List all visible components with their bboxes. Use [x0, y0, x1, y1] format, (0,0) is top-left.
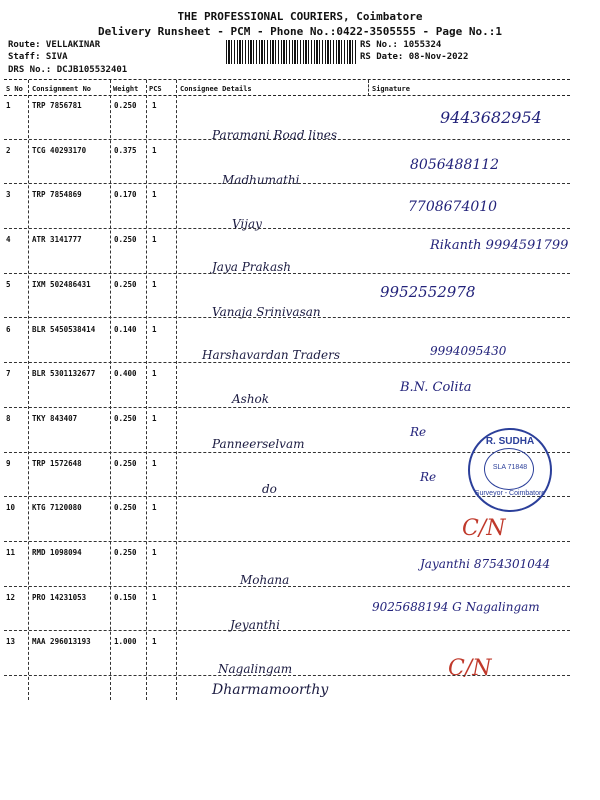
table-row	[4, 277, 570, 322]
row-consignee-handwritten: Madhumathi	[222, 172, 300, 187]
company-title: THE PROFESSIONAL COURIERS, Coimbatore	[177, 10, 423, 23]
row-divider	[4, 630, 570, 631]
row-divider	[4, 675, 570, 676]
row-divider	[4, 273, 570, 274]
surveyor-stamp	[468, 428, 552, 512]
table-row	[4, 500, 570, 545]
row-weight: 0.250	[114, 279, 137, 289]
row-sno: 7	[6, 369, 11, 379]
row-pcs: 1	[152, 101, 157, 110]
col-weight: Weight	[113, 85, 139, 93]
col-signature: Signature	[372, 85, 410, 93]
row-divider	[4, 407, 570, 408]
row-consignment: TCG 40293170	[32, 145, 87, 155]
row-sno: 9	[6, 458, 11, 468]
row-weight: 0.250	[114, 548, 137, 557]
row-consignment: BLR 5301132677	[32, 369, 96, 379]
row-consignment: TKY 843407	[32, 413, 78, 423]
row-signature: 9025688194 G Nagalingam	[372, 599, 540, 614]
row-consignment: PRO 14231053	[32, 592, 87, 602]
rs-number: RS No.: 1055324	[360, 40, 442, 50]
row-pcs: 1	[152, 548, 157, 557]
row-consignee-handwritten: Paramani Road lines	[212, 128, 338, 142]
row-signature: C/N	[462, 516, 506, 542]
row-divider	[4, 362, 570, 363]
row-pcs: 1	[152, 145, 157, 155]
row-sno: 13	[6, 637, 16, 647]
row-consignment: TRP 7854869	[32, 190, 82, 200]
barcode-image	[226, 40, 356, 64]
row-sno: 8	[6, 413, 11, 423]
row-pcs: 1	[152, 279, 157, 289]
row-signature: Rikanth 9994591799	[430, 238, 569, 254]
row-consignment: ATR 3141777	[32, 235, 82, 245]
row-signature: Re	[420, 469, 437, 484]
table-row	[4, 634, 570, 682]
row-weight: 0.250	[114, 235, 137, 245]
row-signature: Jayanthi 8754301044	[420, 557, 551, 571]
row-weight: 0.170	[114, 190, 137, 200]
row-consignment: TRP 1572648	[32, 458, 82, 468]
row-consignment: RMD 1098094	[32, 548, 82, 557]
table-row	[4, 187, 570, 232]
row-weight: 0.250	[114, 458, 137, 468]
row-weight: 0.250	[114, 101, 137, 110]
row-consignee-handwritten: Jeyanthi	[230, 617, 280, 632]
row-signature: 9994095430	[430, 343, 507, 358]
row-pcs: 1	[152, 369, 157, 379]
row-weight: 1.000	[114, 637, 137, 647]
stamp-title: Surveyor - Coimbatore	[474, 490, 546, 497]
row-signature: 8056488112	[410, 156, 500, 173]
col-consignee: Consignee Details	[180, 85, 252, 93]
row-pcs: 1	[152, 458, 157, 468]
row-consignee-handwritten: Mohana	[240, 573, 290, 587]
header-bottom-rule	[4, 95, 570, 96]
row-pcs: 1	[152, 637, 157, 647]
header-top-rule	[4, 79, 570, 80]
runsheet-subtitle: Delivery Runsheet - PCM - Phone No.:0422-3505555 - Page No.:1	[98, 25, 502, 38]
row-divider	[4, 183, 570, 184]
drs-number: DRS No.: DCJB105532401	[8, 65, 128, 75]
row-sno: 6	[6, 324, 11, 334]
route-label: Route: VELLAKINAR	[8, 40, 101, 50]
row-sno: 11	[6, 548, 16, 557]
row-signature: 9443682954	[440, 108, 542, 127]
row-weight: 0.375	[114, 145, 137, 155]
row-weight: 0.250	[114, 413, 137, 423]
table-row	[4, 232, 570, 277]
rs-date: RS Date: 08-Nov-2022	[360, 52, 469, 62]
row-signature: 7708674010	[408, 199, 498, 216]
row-consignee-handwritten: Nagalingam	[218, 662, 293, 677]
row-consignment: MAA 296013193	[32, 637, 91, 647]
row-sno: 4	[6, 235, 11, 245]
row-pcs: 1	[152, 235, 157, 245]
row-signature: B.N. Colita	[400, 380, 472, 396]
row-sno: 1	[6, 101, 11, 110]
row-consignment: TRP 7856781	[32, 101, 82, 110]
table-row	[4, 98, 570, 143]
row-pcs: 1	[152, 592, 157, 602]
table-row	[4, 366, 570, 411]
row-pcs: 1	[152, 324, 157, 334]
row-consignee-handwritten: Panneerselvam	[212, 436, 305, 451]
row-signature: C/N	[448, 656, 492, 682]
row-weight: 0.150	[114, 592, 137, 602]
row-divider	[4, 139, 570, 140]
row-signature: Re	[410, 424, 427, 439]
row-pcs: 1	[152, 503, 157, 513]
table-row	[4, 322, 570, 367]
row-signature: 9952552978	[380, 282, 476, 301]
row-sno: 3	[6, 190, 11, 200]
row-divider	[4, 586, 570, 587]
row-weight: 0.140	[114, 324, 137, 334]
row-consignment: IXM 502486431	[32, 279, 91, 289]
col-sno: S No	[6, 85, 23, 93]
table-row	[4, 545, 570, 590]
staff-label: Staff: SIVA	[8, 52, 68, 62]
row-sno: 5	[6, 279, 11, 289]
row-consignment: KTG 7120080	[32, 503, 82, 513]
stamp-name: R. SUDHA	[485, 436, 535, 447]
col-consignment: Consignment No	[32, 85, 92, 93]
row-weight: 0.400	[114, 369, 137, 379]
row-sno: 2	[6, 145, 11, 155]
col-pcs: PCS	[149, 85, 162, 93]
row-consignee-handwritten: Vanaja Srinivasan	[212, 304, 321, 319]
row-consignee-handwritten: Ashok	[232, 392, 270, 407]
row-sno: 10	[6, 503, 16, 513]
stamp-license: SLA 71848	[492, 464, 528, 471]
row-pcs: 1	[152, 190, 157, 200]
row-consignee-handwritten: do	[262, 481, 277, 496]
row-weight: 0.250	[114, 503, 137, 513]
row-consignee-handwritten: Harshavardan Traders	[202, 347, 341, 362]
row-consignee-handwritten: Vijay	[232, 217, 262, 232]
row-consignee-handwritten: Jaya Prakash	[212, 260, 291, 275]
col-divider	[368, 80, 369, 96]
row-divider	[4, 228, 570, 229]
row-divider	[4, 317, 570, 318]
row-sno: 12	[6, 592, 16, 602]
handwritten-consignee-footer: Dharmamoorthy	[212, 682, 329, 698]
row-divider	[4, 541, 570, 542]
row-pcs: 1	[152, 413, 157, 423]
table-row	[4, 143, 570, 188]
row-consignment: BLR 5450538414	[32, 324, 96, 334]
table-row	[4, 590, 570, 635]
